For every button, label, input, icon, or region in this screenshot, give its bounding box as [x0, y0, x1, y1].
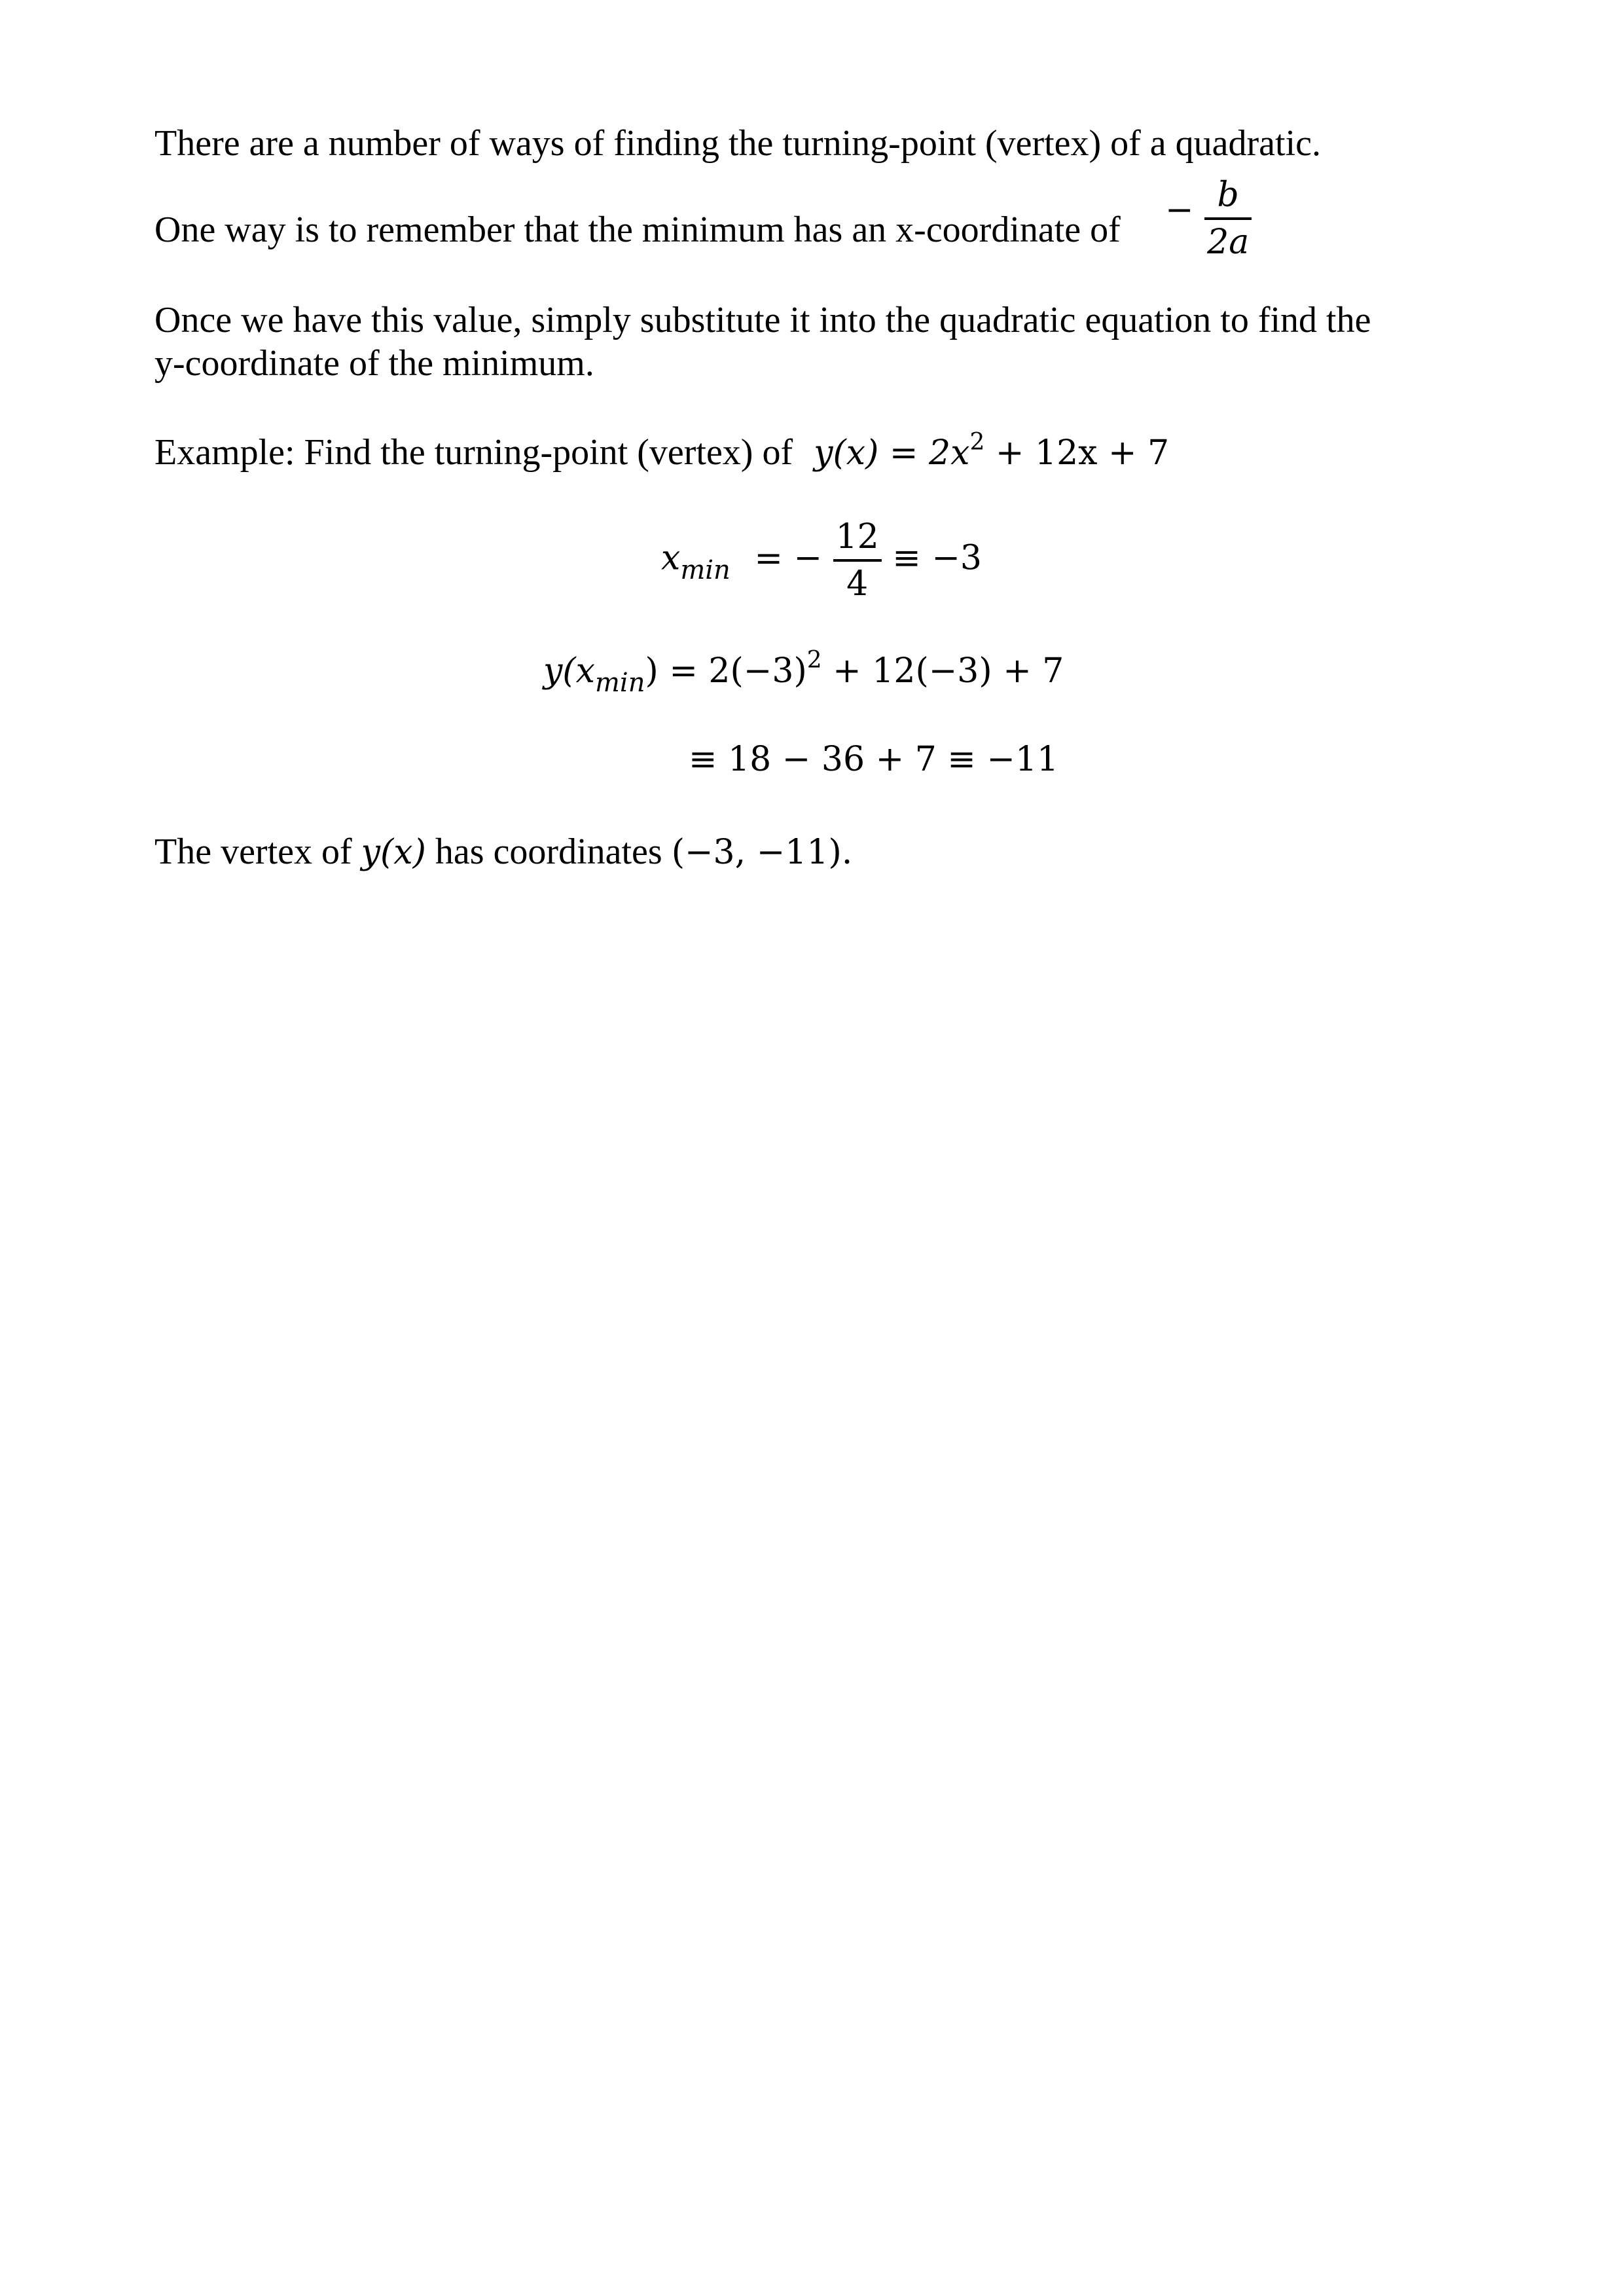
paragraph-substitute-line1: Once we have this value, simply substitute it into the quadratic equation to find the — [154, 300, 1371, 340]
paragraph-conclusion: The vertex of y(x) has coordinates (−3, −11). — [154, 831, 853, 872]
vertex-coordinates: (−3, −11). — [671, 833, 853, 872]
vertex-formula — [1165, 175, 1252, 262]
formula-sign: − — [1165, 190, 1194, 230]
paragraph-example — [154, 431, 1169, 479]
xmin-fraction: $\frac{12}{4}$ — [833, 517, 882, 604]
formula-denominator: 2a — [1207, 223, 1250, 262]
working-line-ymin: $y(x_{min}) = 2(-3)^2 + 12(-3) + 7$ — [543, 647, 1064, 698]
working-line-result: ≡ 18 − 36 + 7 ≡ −11 — [689, 740, 1059, 779]
fraction-bar — [833, 559, 882, 562]
formula-numerator: b — [1217, 175, 1239, 215]
paragraph-intro: There are a number of ways of finding the turning-point (vertex) of a quadratic. — [154, 123, 1321, 164]
method-text: One way is to remember that the minimum has an x-coordinate of — [154, 210, 1121, 250]
fraction-bar — [1204, 217, 1252, 220]
paragraph-method — [154, 208, 1121, 251]
working-line-xmin: $x_{min}$ = − $\frac{12}{4}$ ≡ −3 — [661, 517, 983, 604]
example-equation: $y(x) = 2x^2 + 12x + 7$ — [814, 429, 1170, 473]
example-text: Example: Find the turning-point (vertex) of — [154, 432, 793, 473]
formula-fraction — [1204, 175, 1252, 262]
paragraph-substitute-line2: y-coordinate of the minimum. — [154, 343, 594, 384]
